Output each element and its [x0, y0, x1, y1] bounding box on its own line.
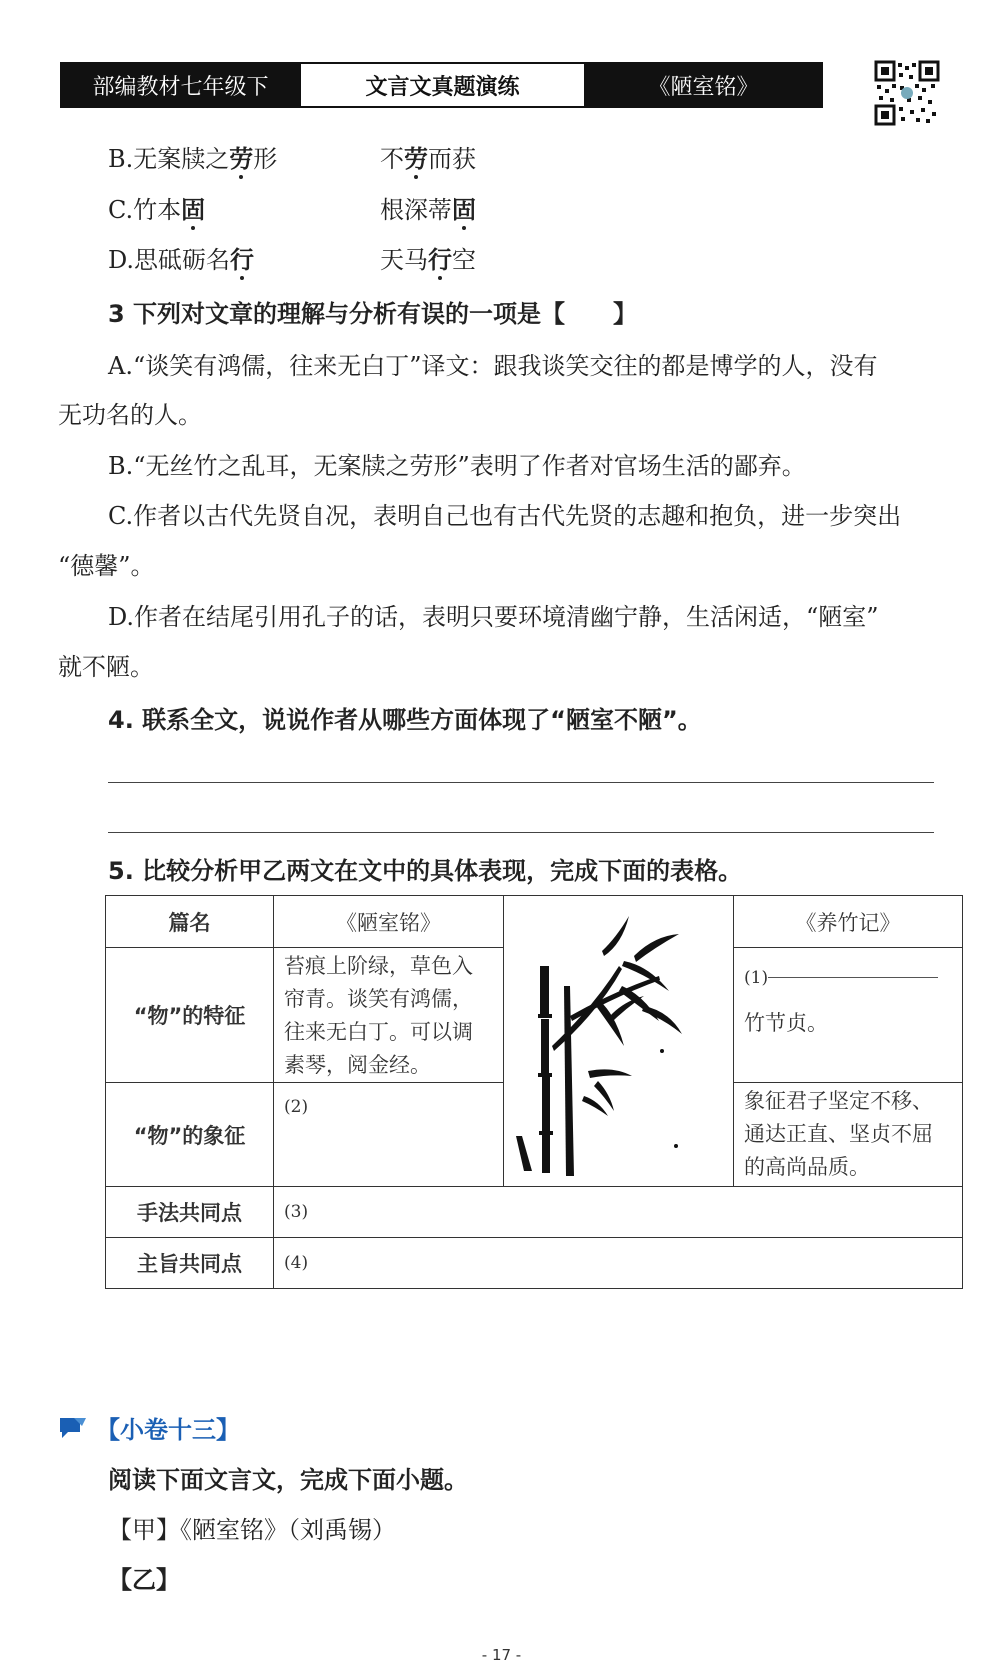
- blank-1-line[interactable]: [768, 977, 938, 978]
- table-header-title: 篇名: [106, 896, 274, 948]
- q5-title: 5. 比较分析甲乙两文在文中的具体表现，完成下面的表格。: [108, 857, 743, 885]
- table-header-yangzhu: 《养竹记》: [734, 896, 963, 948]
- option-b: B.无案牍之劳形: [108, 144, 278, 173]
- answer-line-1[interactable]: [108, 782, 934, 783]
- section-instruction: 阅读下面文言文，完成下面小题。: [108, 1466, 468, 1494]
- passage-yi: 【乙】: [108, 1566, 180, 1594]
- blank-2[interactable]: (2): [274, 1083, 504, 1187]
- q3-option-c-line1: C.作者以古代先贤自况，表明自己也有古代先贤的志趣和抱负，进一步突出: [108, 502, 902, 530]
- option-c-compare: 根深蒂固: [380, 195, 476, 224]
- q3-option-d-line1: D.作者在结尾引用孔子的话，表明只要环境清幽宁静，生活闲适，“陋室”: [108, 603, 879, 631]
- qr-code-icon: [874, 60, 940, 126]
- q3-option-c-line2: “德馨”。: [58, 552, 155, 580]
- blank-3[interactable]: (3): [274, 1187, 963, 1238]
- header-topic: 文言文真题演练: [299, 64, 586, 106]
- header-title: 《陋室铭》: [586, 64, 821, 106]
- answer-line-2[interactable]: [108, 832, 934, 833]
- header-grade: 部编教材七年级下: [62, 64, 299, 106]
- q3-option-a-line2: 无功名的人。: [58, 401, 202, 429]
- table-header-lou: 《陋室铭》: [274, 896, 504, 948]
- q3-option-b: B.“无丝竹之乱耳，无案牍之劳形”表明了作者对官场生活的鄙弃。: [108, 452, 806, 480]
- option-d-compare: 天马行空: [380, 245, 476, 274]
- section-title: 【小卷十三】: [96, 1416, 240, 1444]
- comparison-table: [105, 895, 963, 1289]
- blank-1-label: (1): [744, 968, 769, 988]
- option-c: C.竹本固: [108, 195, 206, 224]
- row-label-symbol: “物”的象征: [106, 1083, 274, 1187]
- blank-4[interactable]: (4): [274, 1238, 963, 1289]
- passage-jia: 【甲】《陋室铭》（刘禹锡）: [108, 1516, 396, 1544]
- yangzhu-symbol-text: 象征君子坚定不移、通达正直、坚贞不屈的高尚品质。: [734, 1083, 963, 1187]
- page-header: [60, 62, 823, 108]
- row-label-theme: 主旨共同点: [106, 1238, 274, 1289]
- row-label-feature: “物”的特征: [106, 948, 274, 1083]
- bamboo-icon: [504, 896, 734, 1186]
- q3-option-d-line2: 就不陋。: [58, 653, 154, 681]
- lou-feature-text: 苔痕上阶绿，草色入帘青。谈笑有鸿儒，往来无白丁。可以调素琴，阅金经。: [274, 948, 504, 1083]
- option-b-compare: 不劳而获: [380, 144, 476, 173]
- row-label-technique: 手法共同点: [106, 1187, 274, 1238]
- page-number: - 17 -: [481, 1646, 522, 1664]
- q4-title: 4. 联系全文，说说作者从哪些方面体现了“陋室不陋”。: [108, 706, 702, 734]
- yangzhu-feature-cell: [734, 948, 963, 1083]
- q3-option-a-line1: A.“谈笑有鸿儒，往来无白丁”译文：跟我谈笑交往的都是博学的人，没有: [108, 352, 878, 380]
- bamboo-illustration: [504, 896, 734, 1187]
- q3-title: 3 下列对文章的理解与分析有误的一项是【 】: [108, 300, 638, 328]
- note-icon: [58, 1416, 88, 1440]
- yangzhu-feature-text: 竹节贞。: [744, 1011, 828, 1035]
- option-d: D.思砥砺名行: [108, 245, 255, 274]
- section-heading: [58, 1410, 240, 1445]
